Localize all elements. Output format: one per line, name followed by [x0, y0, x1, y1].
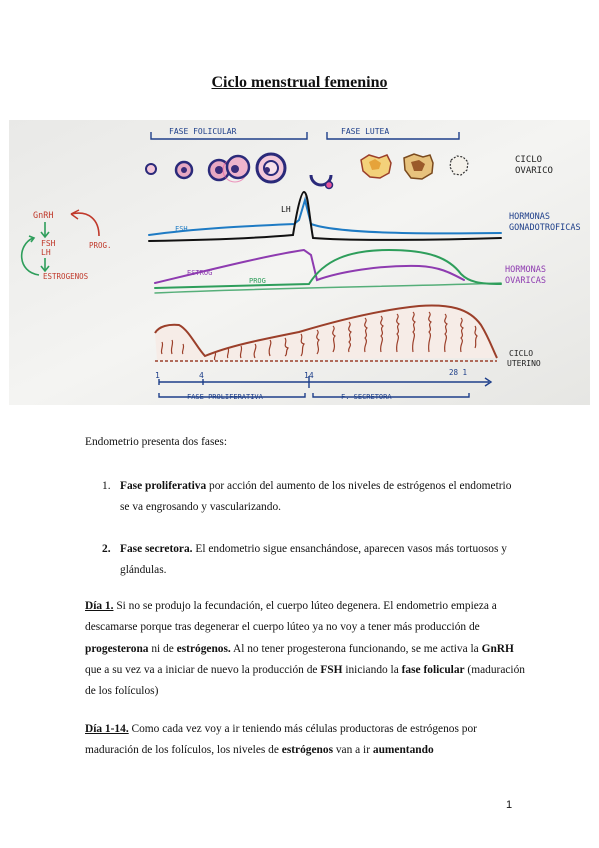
fsh-term: FSH	[320, 663, 343, 676]
progesterone-term: progesterona	[85, 642, 149, 655]
list-number: 1.	[102, 480, 111, 492]
day-1-paragraph	[85, 596, 525, 702]
paragraph-text: van a ir	[333, 744, 373, 757]
gonadotropic-label-1: HORMONAS	[509, 212, 550, 222]
uterine-cycle-label-1: CICLO	[509, 349, 534, 358]
list-item-text: por acción del aumento de los niveles de estrógenos el endometrio se va engrosando y vascularizando.	[120, 480, 512, 514]
fsh-lh-label-1: FSH	[41, 239, 56, 248]
paragraph-text: Como cada vez voy a ir teniendo más células productoras de estrógenos por maduración de los folículos, los niveles de	[85, 723, 477, 757]
day-4-label: 4	[199, 371, 204, 380]
day-14-label: 14	[304, 371, 314, 380]
paragraph-text: (maduración de los folículos)	[85, 663, 525, 698]
fsh-label: FSH	[175, 225, 188, 233]
estrogen-term: estrógenos.	[176, 642, 231, 655]
follicle-1	[146, 164, 156, 174]
menstrual-cycle-figure	[9, 120, 590, 405]
follicular-phase-term: fase folicular	[401, 663, 465, 676]
secretory-phase-term: Fase secretora.	[120, 543, 193, 555]
day-1-14-paragraph	[85, 719, 525, 762]
list-item	[102, 476, 522, 519]
page-title: Ciclo menstrual femenino	[211, 74, 388, 91]
gnrh-label: GnRH	[33, 211, 54, 221]
gnrh-term: GnRH	[481, 642, 514, 655]
gonadotropic-label-2: GONADOTROFICAS	[509, 223, 581, 233]
luteal-phase-label: FASE LUTEA	[341, 127, 390, 136]
proliferative-phase-label: FASE PROLIFERATIVA	[187, 393, 263, 401]
list-item	[102, 539, 522, 582]
day-28-label: 28 1	[449, 368, 468, 377]
follicular-phase-label: FASE FOLICULAR	[169, 127, 237, 136]
secretory-phase-label: F. SECRETORA	[341, 393, 392, 401]
ovarian-cycle-label-2: OVARICO	[515, 166, 553, 176]
intro-paragraph: Endometrio presenta dos fases:	[85, 436, 228, 448]
fsh-lh-label-2: LH	[41, 248, 51, 257]
ovarian-hormones-label-2: OVARICAS	[505, 276, 546, 286]
page-number: 1	[506, 799, 513, 811]
ovarian-cycle-label-1: CICLO	[515, 155, 543, 165]
paragraph-text: Al no tener progesterona funcionando, se me activa la	[230, 642, 482, 655]
ovulated-oocyte	[326, 182, 333, 189]
paragraph-text: Si no se produjo la fecundación, el cuerpo lúteo degenera. El endometrio empieza a descamarse porque tras degenerar el cuerpo lúteo ya no voy a tener más producción de	[85, 600, 497, 634]
ovarian-hormones-label-1: HORMONAS	[505, 265, 546, 275]
list-item-text: El endometrio sigue ensanchándose, aparecen vasos más tortuosos y glándulas.	[120, 543, 507, 577]
lh-label: LH	[281, 205, 291, 214]
list-number: 2.	[102, 543, 111, 555]
estrog-label: ESTROG	[187, 269, 213, 277]
whiteboard-background	[9, 120, 590, 405]
paragraph-text: que a su vez va a iniciar de nuevo la producción de	[85, 663, 321, 676]
paragraph-text: ni de	[148, 642, 177, 655]
estrogenos-label: ESTROGENOS	[43, 272, 89, 281]
day-1-label: 1	[155, 371, 160, 380]
proliferative-phase-term: Fase proliferativa	[120, 480, 207, 492]
day-1-14-heading: Día 1-14.	[85, 723, 129, 735]
paragraph-text: iniciando la	[342, 663, 402, 676]
uterine-cycle-label-2: UTERINO	[507, 359, 541, 368]
prog-label: PROG	[249, 277, 266, 285]
estrogen-term: estrógenos	[281, 744, 334, 757]
day-1-heading: Día 1.	[85, 600, 114, 612]
prog-regulation-label: PROG.	[89, 241, 112, 250]
increasing-term: aumentando	[372, 744, 434, 757]
